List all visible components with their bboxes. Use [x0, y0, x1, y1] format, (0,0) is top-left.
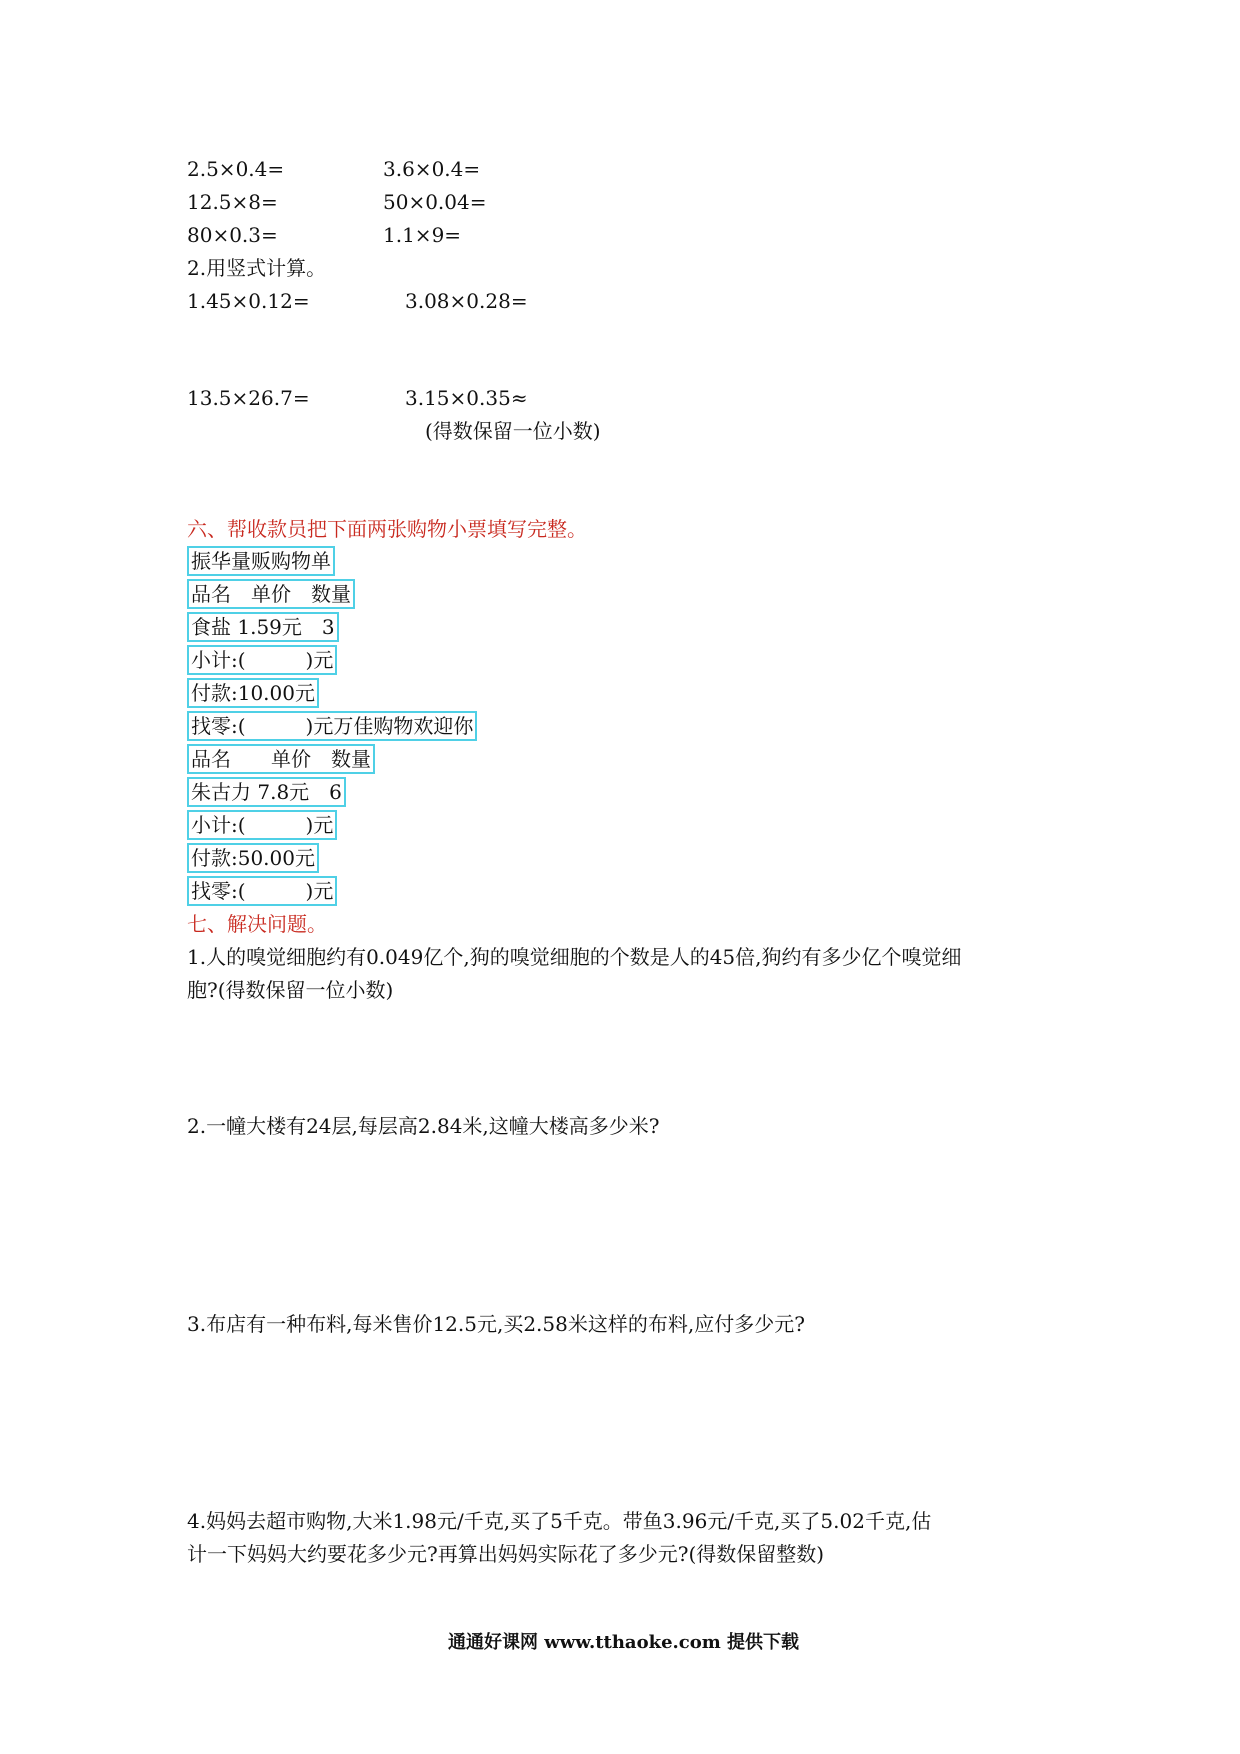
receipt1-item: 食盐 1.59元 3 — [187, 612, 339, 642]
section6-title: 六、帮收款员把下面两张购物小票填写完整。 — [187, 517, 587, 541]
vertical-calc-q3: 13.5×26.7= — [187, 386, 310, 410]
problem2: 2.一幢大楼有24层,每层高2.84米,这幢大楼高多少米? — [187, 1114, 660, 1138]
vertical-calc-q4: 3.15×0.35≈ — [405, 386, 528, 410]
receipt2-header: 品名 单价 数量 — [187, 744, 375, 774]
section7-title: 七、解决问题。 — [187, 912, 327, 936]
receipt1-header: 品名 单价 数量 — [187, 579, 355, 609]
vertical-calc-q4-note: (得数保留一位小数) — [425, 419, 601, 443]
vertical-calc-q1: 1.45×0.12= — [187, 289, 310, 313]
receipt1-paid: 付款:10.00元 — [187, 678, 319, 708]
receipt1-store: 振华量贩购物单 — [187, 546, 335, 576]
problem4-line2: 计一下妈妈大约要花多少元?再算出妈妈实际花了多少元?(得数保留整数) — [187, 1542, 825, 1566]
receipt2-change: 找零:( )元 — [187, 876, 337, 906]
problem3: 3.布店有一种布料,每米售价12.5元,买2.58米这样的布料,应付多少元? — [187, 1312, 805, 1336]
receipt1-subtotal: 小计:( )元 — [187, 645, 337, 675]
vertical-calc-title: 2.用竖式计算。 — [187, 256, 327, 280]
oral-calc-2b: 50×0.04= — [383, 190, 487, 214]
receipt2-subtotal: 小计:( )元 — [187, 810, 337, 840]
receipt2-paid: 付款:50.00元 — [187, 843, 319, 873]
oral-calc-1b: 3.6×0.4= — [383, 157, 481, 181]
problem4-line1: 4.妈妈去超市购物,大米1.98元/千克,买了5千克。带鱼3.96元/千克,买了5.02千克,估 — [187, 1509, 932, 1533]
problem1-line1: 1.人的嗅觉细胞约有0.049亿个,狗的嗅觉细胞的个数是人的45倍,狗约有多少亿个嗅觉细 — [187, 945, 962, 969]
receipt1-change: 找零:( )元万佳购物欢迎你 — [187, 711, 477, 741]
oral-calc-3a: 80×0.3= — [187, 223, 278, 247]
oral-calc-2a: 12.5×8= — [187, 190, 278, 214]
problem1-line2: 胞?(得数保留一位小数) — [187, 978, 394, 1002]
vertical-calc-q2: 3.08×0.28= — [405, 289, 528, 313]
oral-calc-3b: 1.1×9= — [383, 223, 462, 247]
footer-credit: 通通好课网 www.tthaoke.com 提供下载 — [448, 1632, 800, 1653]
receipt2-item: 朱古力 7.8元 6 — [187, 777, 346, 807]
oral-calc-1a: 2.5×0.4= — [187, 157, 285, 181]
